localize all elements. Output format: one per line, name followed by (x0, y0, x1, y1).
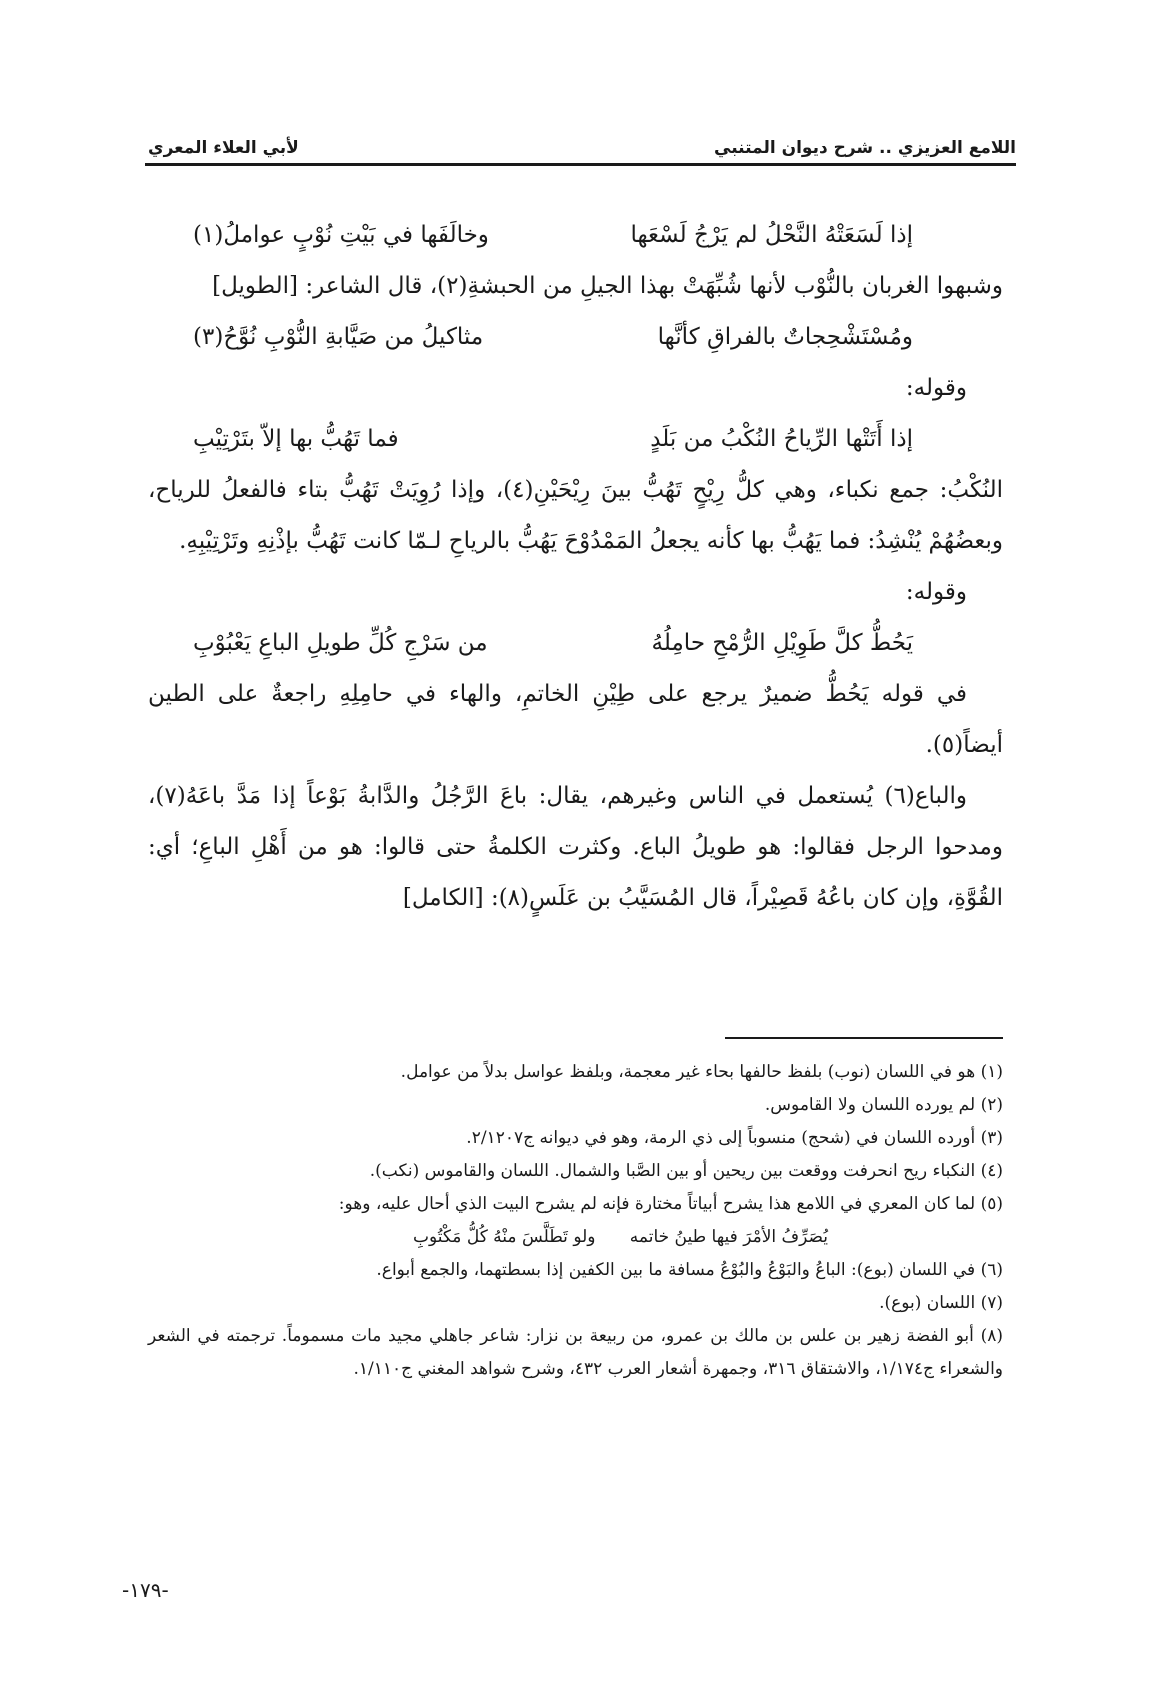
verse-1-first-hemistich: إذا لَسَعَتْهُ النَّحْلُ لم يَرْجُ لَسْعَها (630, 222, 913, 248)
verse-3-second-hemistich: فما تَهُبُّ بها إلاّ بتَرْتِيْبِ (193, 426, 399, 452)
footnote-5-verse (148, 1221, 1003, 1254)
paragraph-3: في قوله يَحُطُّ ضميرٌ يرجع على طِيْنِ الخاتمِ، والهاء في حامِلِهِ راجعةٌ على الطين أيضاً(٥). (148, 681, 1003, 758)
footnote-1: (١) هو في اللسان (نوب) بلفظ حالفها بحاء غير معجمة، وبلفظ عواسل بدلاً من عوامل. (400, 1062, 1003, 1082)
verse-2-first-hemistich: ومُسْتَشْحِجاتٌ بالفراقِ كأنَّها (657, 324, 913, 350)
verse-1-second-hemistich: وخالَفَها في بَيْتِ نُوْبٍ عواملُ(١) (193, 222, 489, 248)
verse-intro-1: وقوله: (905, 375, 967, 401)
verse-4-first-hemistich: يَحُطُّ كلَّ طَوِيْلِ الرُّمْحِ حامِلُهُ (651, 630, 913, 656)
verse-1 (148, 210, 1003, 261)
header-rule (145, 163, 1016, 166)
paragraph-2: النُكْبُ: جمع نكباء، وهي كلُّ رِيْحٍ تَهُبُّ بينَ رِيْحَيْنِ(٤)، وإذا رُوِيَتْ تَهُبُّ بتاء فالفعلُ للرياح، وبعضُهُمْ يُنْشِدُ: فما يَهُبُّ بها كأنه يجعلُ المَمْدُوْحَ يَهُبُّ بالرياحِ لـمّا كانت تَهُبُّ بإذْنِهِ وتَرْتِيْبِهِ. (148, 477, 1003, 554)
footnote-4: (٤) النكباء ريح انحرفت ووقعت بين ريحين أو بين الصَّبا والشمال. اللسان والقاموس (نكب). (369, 1161, 1003, 1181)
footnote-5-verse-first: يُصَرِّفُ الأمْرَ فيها طينُ خاتمه (629, 1227, 828, 1247)
footnote-5-verse-second: ولو تَطَلَّسَ منْهُ كُلُّ مَكْتُوبِ (413, 1227, 596, 1247)
verse-3 (148, 414, 1003, 465)
main-text (148, 210, 1003, 924)
paragraph-4: والباع(٦) يُستعمل في الناس وغيرهم، يقال: باعَ الرَّجُلُ والدَّابةُ بَوْعاً إذا مَدَّ باعَهُ(٧)، ومدحوا الرجل فقالوا: هو طويلُ الباع. وكثرت الكلمةُ حتى قالوا: هو من أَهْلِ الباعِ؛ أي: القُوَّةِ، وإن كان باعُهُ قَصِيْراً، قال المُسَيَّبُ بن عَلَسٍ(٨): [الكامل] (148, 783, 1003, 911)
verse-2-second-hemistich: مثاكيلُ من صَيَّابةِ النُّوْبِ نُوَّحُ(٣) (193, 324, 484, 350)
verse-intro-2: وقوله: (905, 579, 967, 605)
footnote-2: (٢) لم يورده اللسان ولا القاموس. (764, 1095, 1003, 1115)
verse-3-first-hemistich: إذا أَتَتْها الرِّياحُ النُكْبُ من بَلَدٍ (650, 426, 913, 452)
paragraph-1: وشبهوا الغربان بالنُّوْب لأنها شُبِّهَتْ بهذا الجيلِ من الحبشةِ(٢)، قال الشاعر: [الطويل] (212, 273, 1003, 299)
page-number: -١٧٩- (122, 1578, 169, 1602)
footnotes (148, 1056, 1003, 1386)
footnote-8: (٨) أبو الفضة زهير بن علس بن مالك بن عمرو، من ربيعة بن نزار: شاعر جاهلي مجيد مات مسموماً. ترجمته في الشعر والشعراء ج١/١٧٤، والاشتقاق ٣١٦، وجمهرة أشعار العرب ٤٣٢، وشرح شواهد المغني ج١/١١٠. (148, 1326, 1003, 1379)
header-book-title: اللامع العزيزي .. شرح ديوان المتنبي (714, 138, 1016, 158)
header-author: لأبي العلاء المعري (148, 138, 299, 158)
footnote-5: (٥) لما كان المعري في اللامع هذا يشرح أبياتاً مختارة فإنه لم يشرح البيت الذي أحال عليه، وهو: (338, 1194, 1003, 1214)
footnote-7: (٧) اللسان (بوع). (879, 1293, 1003, 1313)
running-header (148, 118, 1016, 158)
footnote-separator (725, 1037, 1003, 1039)
footnote-6: (٦) في اللسان (بوع): الباعُ والبَوْعُ والبُوْعُ مسافة ما بين الكفين إذا بسطتهما، والجمع أبواع. (376, 1260, 1003, 1280)
verse-4-second-hemistich: من سَرْجِ كُلِّ طويلِ الباعِ يَعْبُوْبِ (193, 630, 488, 656)
footnote-3: (٣) أورده اللسان في (شحج) منسوباً إلى ذي الرمة، وهو في ديوانه ج٢/١٢٠٧. (466, 1128, 1003, 1148)
verse-2 (148, 312, 1003, 363)
verse-4 (148, 618, 1003, 669)
